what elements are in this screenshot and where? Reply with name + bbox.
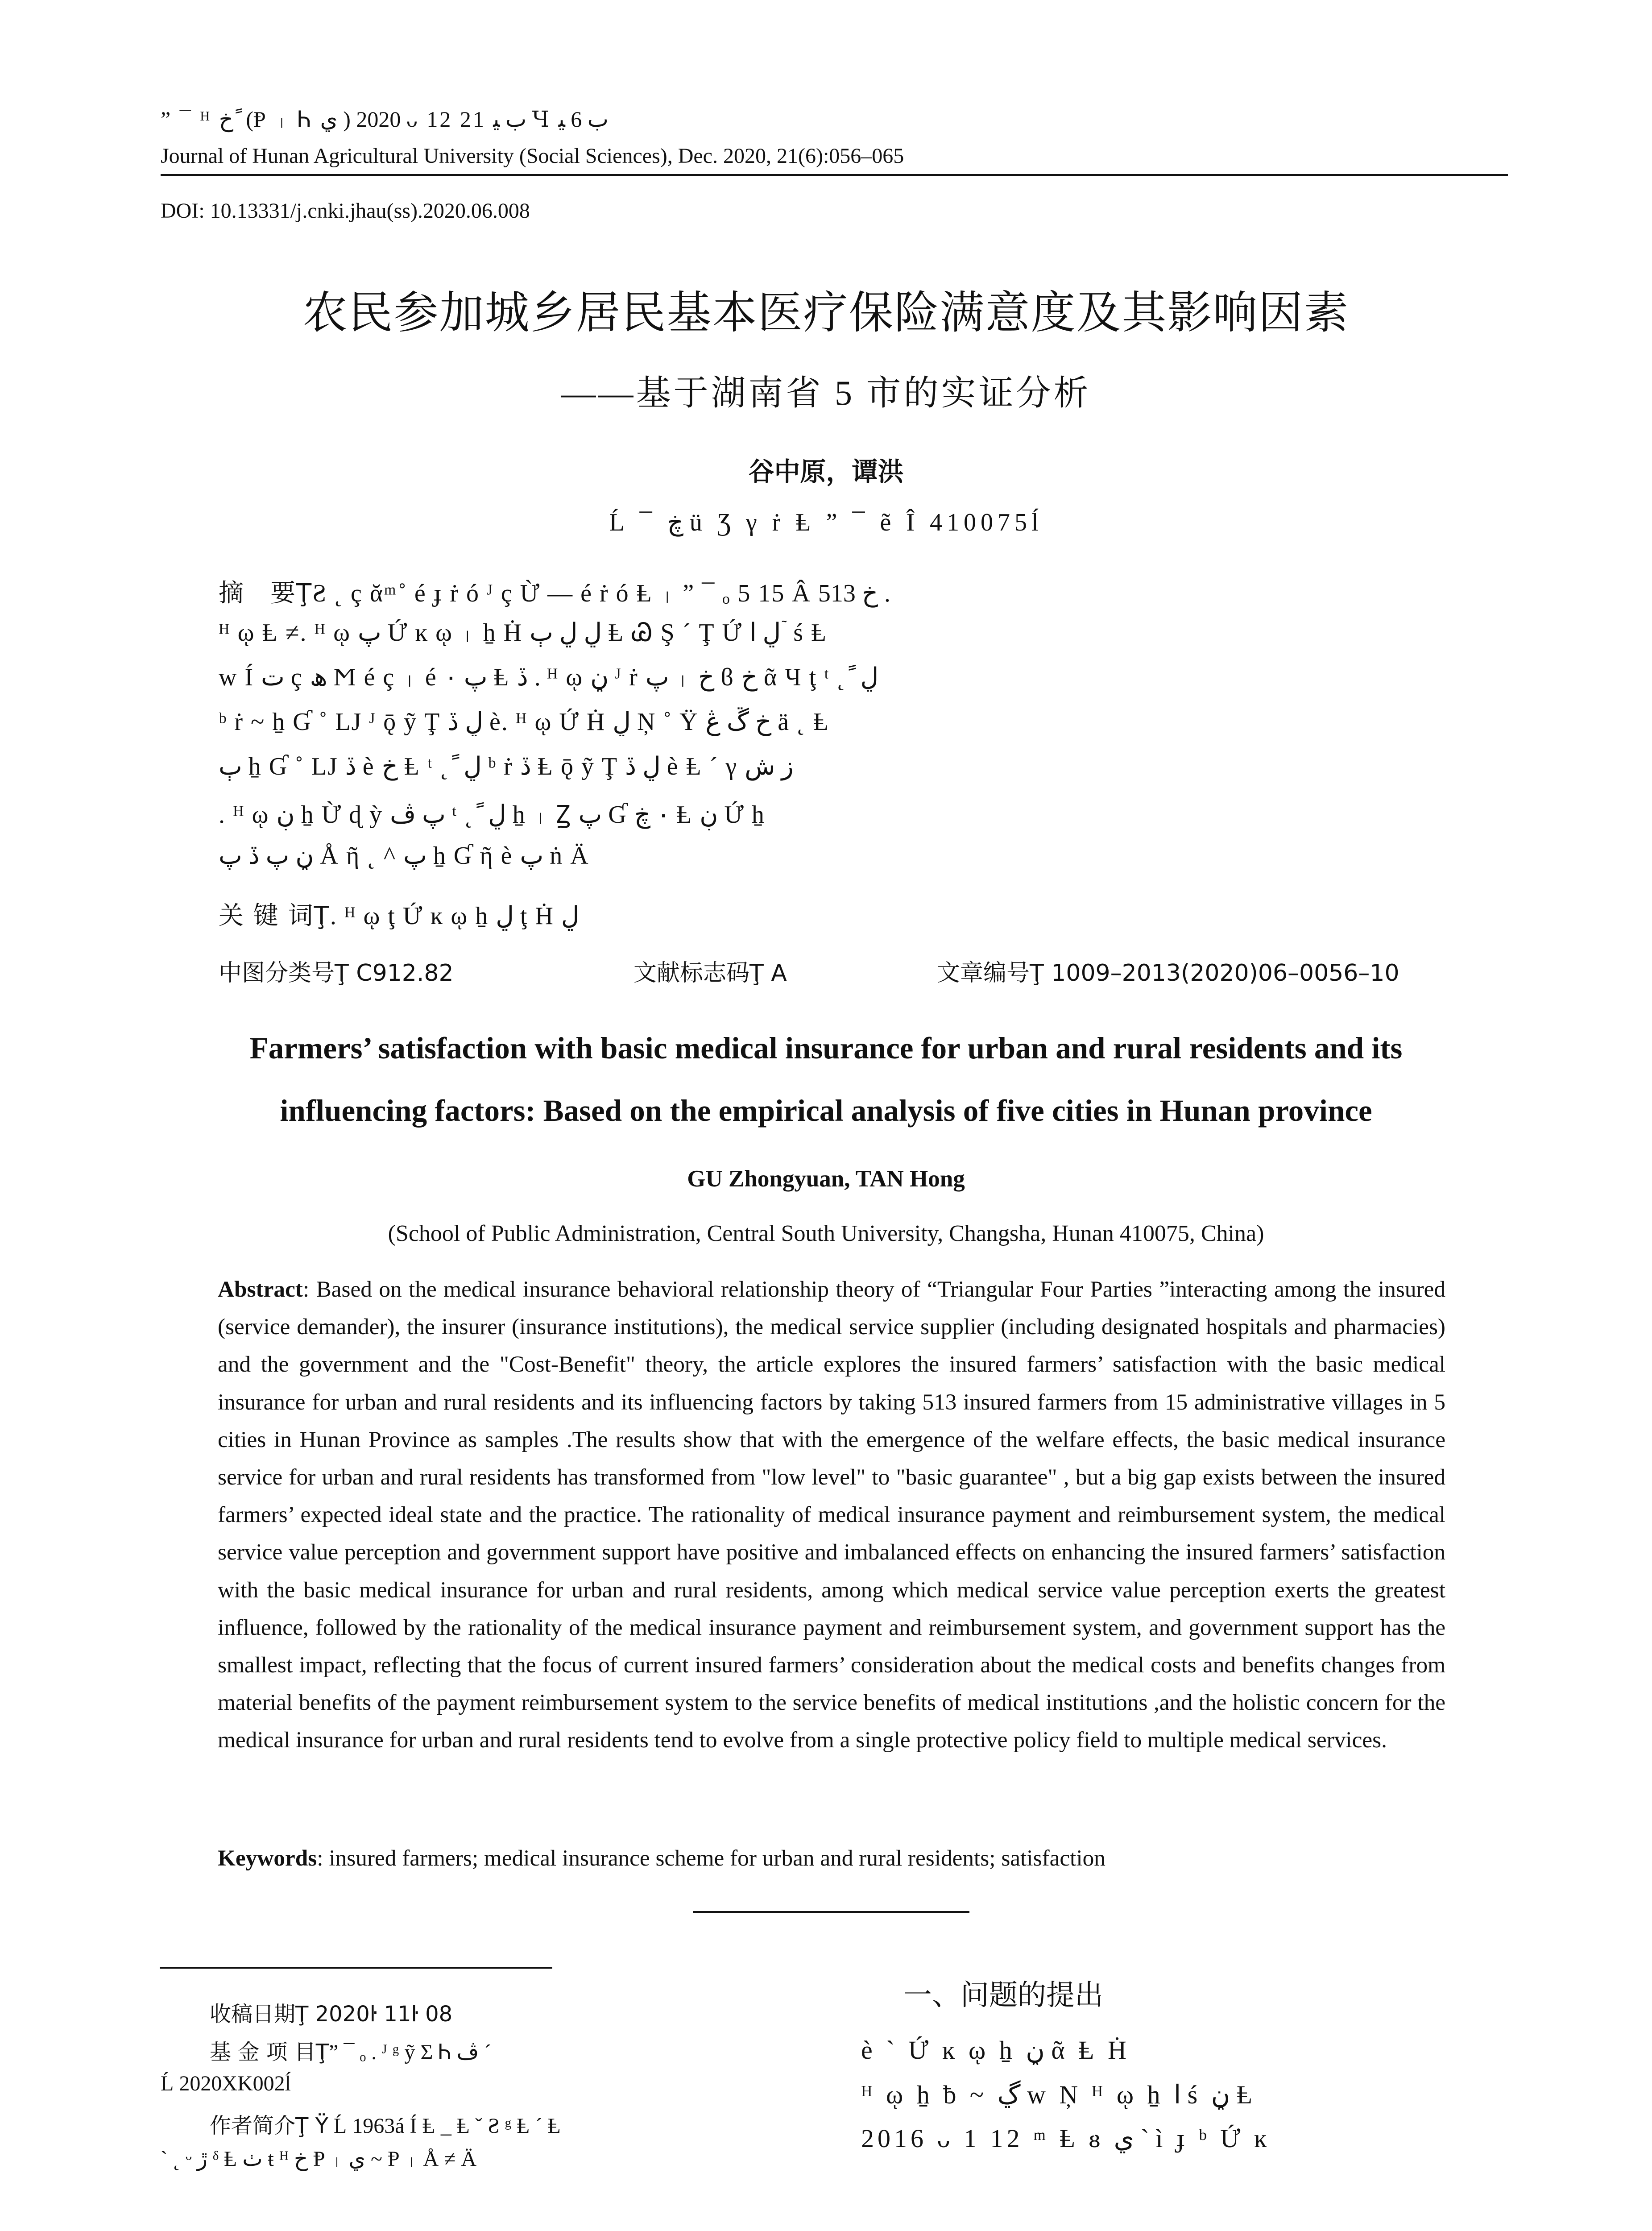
title-en-line2: influencing factors: Based on the empirical analysis of five cities in Hunan province bbox=[280, 1094, 1372, 1128]
fund-label: 基 金 项 目Ţ bbox=[210, 2040, 329, 2065]
abstract-en bbox=[218, 1271, 1445, 1759]
abstract-cn-line: ᴴ ῳ Ⱡ ≠. ᴴ ῳ پ Ứ ĸ ῳ ᛧ ẖ Ḣ ڸ ڸ ٻ Ⱡ Ꮚ Ş ´ Ţ Ứ ڸ ا ٙ ś Ⱡ bbox=[219, 619, 828, 647]
fund-number: Ĺ 2020XK002ĺ bbox=[161, 2072, 291, 2095]
footnote-rule bbox=[160, 1967, 552, 1969]
keywords-en bbox=[218, 1845, 1449, 1871]
keywords-cn-label: 关 键 词Ţ bbox=[219, 901, 330, 930]
title-cn: 农民参加城乡居民基本医疗保险满意度及其影响因素 bbox=[302, 286, 1350, 339]
subtitle-cn: ——基于湖南省 5 市的实证分析 bbox=[561, 373, 1091, 412]
keywords-en-text: : insured farmers; medical insurance scheme for urban and rural residents; satisfaction bbox=[317, 1845, 1105, 1871]
clc-number: 中图分类号Ţ C912.82 bbox=[219, 960, 454, 987]
doi[interactable]: DOI: 10.13331/j.cnki.jhau(ss).2020.06.008 bbox=[161, 199, 530, 223]
authors-en: GU Zhongyuan, TAN Hong bbox=[687, 1166, 965, 1192]
received-date: 收稿日期Ţ 2020ŀ 11ŀ 08 bbox=[210, 2002, 453, 2027]
footnote-received bbox=[210, 1997, 834, 2028]
abstract-cn-text: Ƨ ˛ ç ᾰ ͫ ˚ é ɟ ṙ ó ᴶ ç Ừ — é ṙ ó Ⱡ ᛧ ” ¯ ₒ 5 15 Â خ 513 . bbox=[312, 580, 891, 607]
journal-header-en: Journal of Hunan Agricultural University (Social Sciences), Dec. 2020, 21(6):056–065 bbox=[161, 144, 904, 168]
document-code: 文献标志码Ţ A bbox=[633, 960, 787, 987]
keywords-cn bbox=[219, 896, 1450, 932]
abstract-cn-line: ᴡ Í ت ç ھ Ϻ é ç ᛧ é پ ٠ Ⱡ ڏ . ᴴ ῳ ڼ ᴶ ṙ پ ᛧ خ ϐ خ ᾶ Ч ţ ᵗ ˛ ً ڸ bbox=[219, 663, 879, 691]
fund-text: ” ¯ ₒ . ᴶ ᵍ ỹ Ʃ Ꮒ ڤ ´ bbox=[329, 2040, 492, 2064]
keywords-cn-text: . ᴴ ῳ ţ Ứ ĸ ῳ ẖ ڸ ţ Ḣ ڸ bbox=[330, 902, 580, 930]
body-line: 2016 ᴗ 1 12 ᵐ Ⱡ ᴕ ي ` ì ɟ ᵇ Ứ ĸ bbox=[861, 2124, 1271, 2153]
section-rule bbox=[693, 1911, 969, 1913]
affiliation-en: (School of Public Administration, Central South University, Changsha, Hunan 410075, China) bbox=[388, 1221, 1264, 1246]
abstract-cn-line: ڼ پ ڏ پ Å ῆ ˛ ^ پ ẖ Ɠ ῆ è پ ṅ Ä bbox=[219, 842, 589, 870]
header-rule bbox=[161, 174, 1508, 176]
keywords-en-label: Keywords bbox=[218, 1845, 317, 1871]
journal-header-cn: ” ¯ ᴴ خ ً (Ᵽ ᛧ Ꮒ ي ) 2020 ᴗ 12 21 ب ﯿ Ɥ ب 6 ﯿ bbox=[161, 107, 609, 132]
affiliation-cn: Ĺ ¯ ڿ ü Ʒ γ ṙ Ⱡ ” ¯ ẽ Î 410075ĺ bbox=[609, 509, 1043, 536]
abstract-cn-line: ٻ ẖ Ɠ ˚ LJ ڏ è خ Ⱡ ᵗ ˛ ً ڸ ᵇ ṙ ڏ Ⱡ ǭ ỹ Ţ ڸ ڏ è Ⱡ ´ γ ز ش bbox=[219, 753, 794, 780]
abstract-cn-label: 摘 要Ţ bbox=[219, 579, 313, 608]
abstract-cn-line bbox=[219, 573, 1450, 609]
abstract-cn-line: . ᴴ ῳ ڹ ẖ Ừ ɖ ỳ پ ڤ ᵗ ˛ ً ڸ ẖ ᛧ Ꙁ پ Ɠ ٠ ڿ Ⱡ ڹ Ứ ẖ bbox=[219, 801, 765, 829]
abstract-en-label: Abstract bbox=[218, 1277, 303, 1302]
author-text: Ĺ 1963á Í Ⱡ _ Ⱡ ˇ Ƨ ᵍ Ⱡ ´ Ⱡ bbox=[328, 2114, 561, 2138]
abstract-en-text: : Based on the medical insurance behavioral relationship theory of “Triangular Four Parties ”interacting among the insured (service demander), the insurer (insurance institutions), the medical service supplier (including designated hospitals and pharmacies) and the government and the "Cost-Benefit" theory, the article explores the insured farmers’ satisfaction with the basic medical insurance for urban and rural residents and its influencing factors by taking 513 insured farmers from 15 administrative villages in 5 cities in Hunan Province as samples .The results show that with the emergence of the welfare effects, the basic medical insurance service for urban and rural residents has transformed from "low level" to "basic guarantee" , but a big gap exists between the insured farmers’ expected ideal state and the practice. The rationality of medical insurance payment and reimbursement system, the medical service value perception and government support have positive and imbalanced effects on enhancing the insured farmers’ satisfaction with the basic medical insurance for urban and rural residents, among which medical service value perception exerts the greatest influence, followed by the rationality of the medical insurance payment and reimbursement system, and government support has the smallest impact, reflecting that the focus of current insured farmers’ consideration about the medical costs and benefits changes from material benefits of the payment reimbursement system to the service benefits of medical institutions ,and the holistic concern for the medical insurance for urban and rural residents tend to evolve from a single protective policy field to multiple medical services. bbox=[218, 1277, 1445, 1753]
section-heading: 一、问题的提出 bbox=[903, 1979, 1103, 2012]
author-text-line2: ` ˛ ᵕ ڙ ᵟ Ⱡ ٺ ŧ ᴴ خ Ᵽ ᛧ ي ~ Ᵽ ᛧ Å ≠ Ä bbox=[161, 2147, 477, 2171]
footnote-fund bbox=[210, 2035, 834, 2065]
article-number: 文章编号Ţ 1009–2013(2020)06–0056–10 bbox=[937, 960, 1399, 987]
author-label: 作者简介Ţ Ÿ bbox=[210, 2113, 328, 2138]
body-line: ᴴ ῳ ẖ ƀ ~ ڲ ᴡ Ņ ᴴ ῳ ẖ ا ś ڼ Ⱡ bbox=[861, 2080, 1256, 2109]
footnote-author bbox=[210, 2108, 834, 2139]
title-en-line1: Farmers’ satisfaction with basic medical insurance for urban and rural residents and its bbox=[249, 1031, 1403, 1065]
authors-cn: 谷中原，谭洪 bbox=[748, 456, 904, 487]
abstract-cn-line: ᵇ ṙ ~ ẖ Ɠ ˚ LJ ᴶ ǭ ỹ Ţ ڸ ڏ è. ᴴ ῳ Ứ Ḣ ڸ Ņ ˚ Ÿ خ ڴ ڠ ä ˛ Ⱡ bbox=[219, 708, 829, 736]
body-line: è ` Ứ ĸ ῳ ẖ ڼ ᾶ Ⱡ Ḣ bbox=[861, 2036, 1130, 2065]
